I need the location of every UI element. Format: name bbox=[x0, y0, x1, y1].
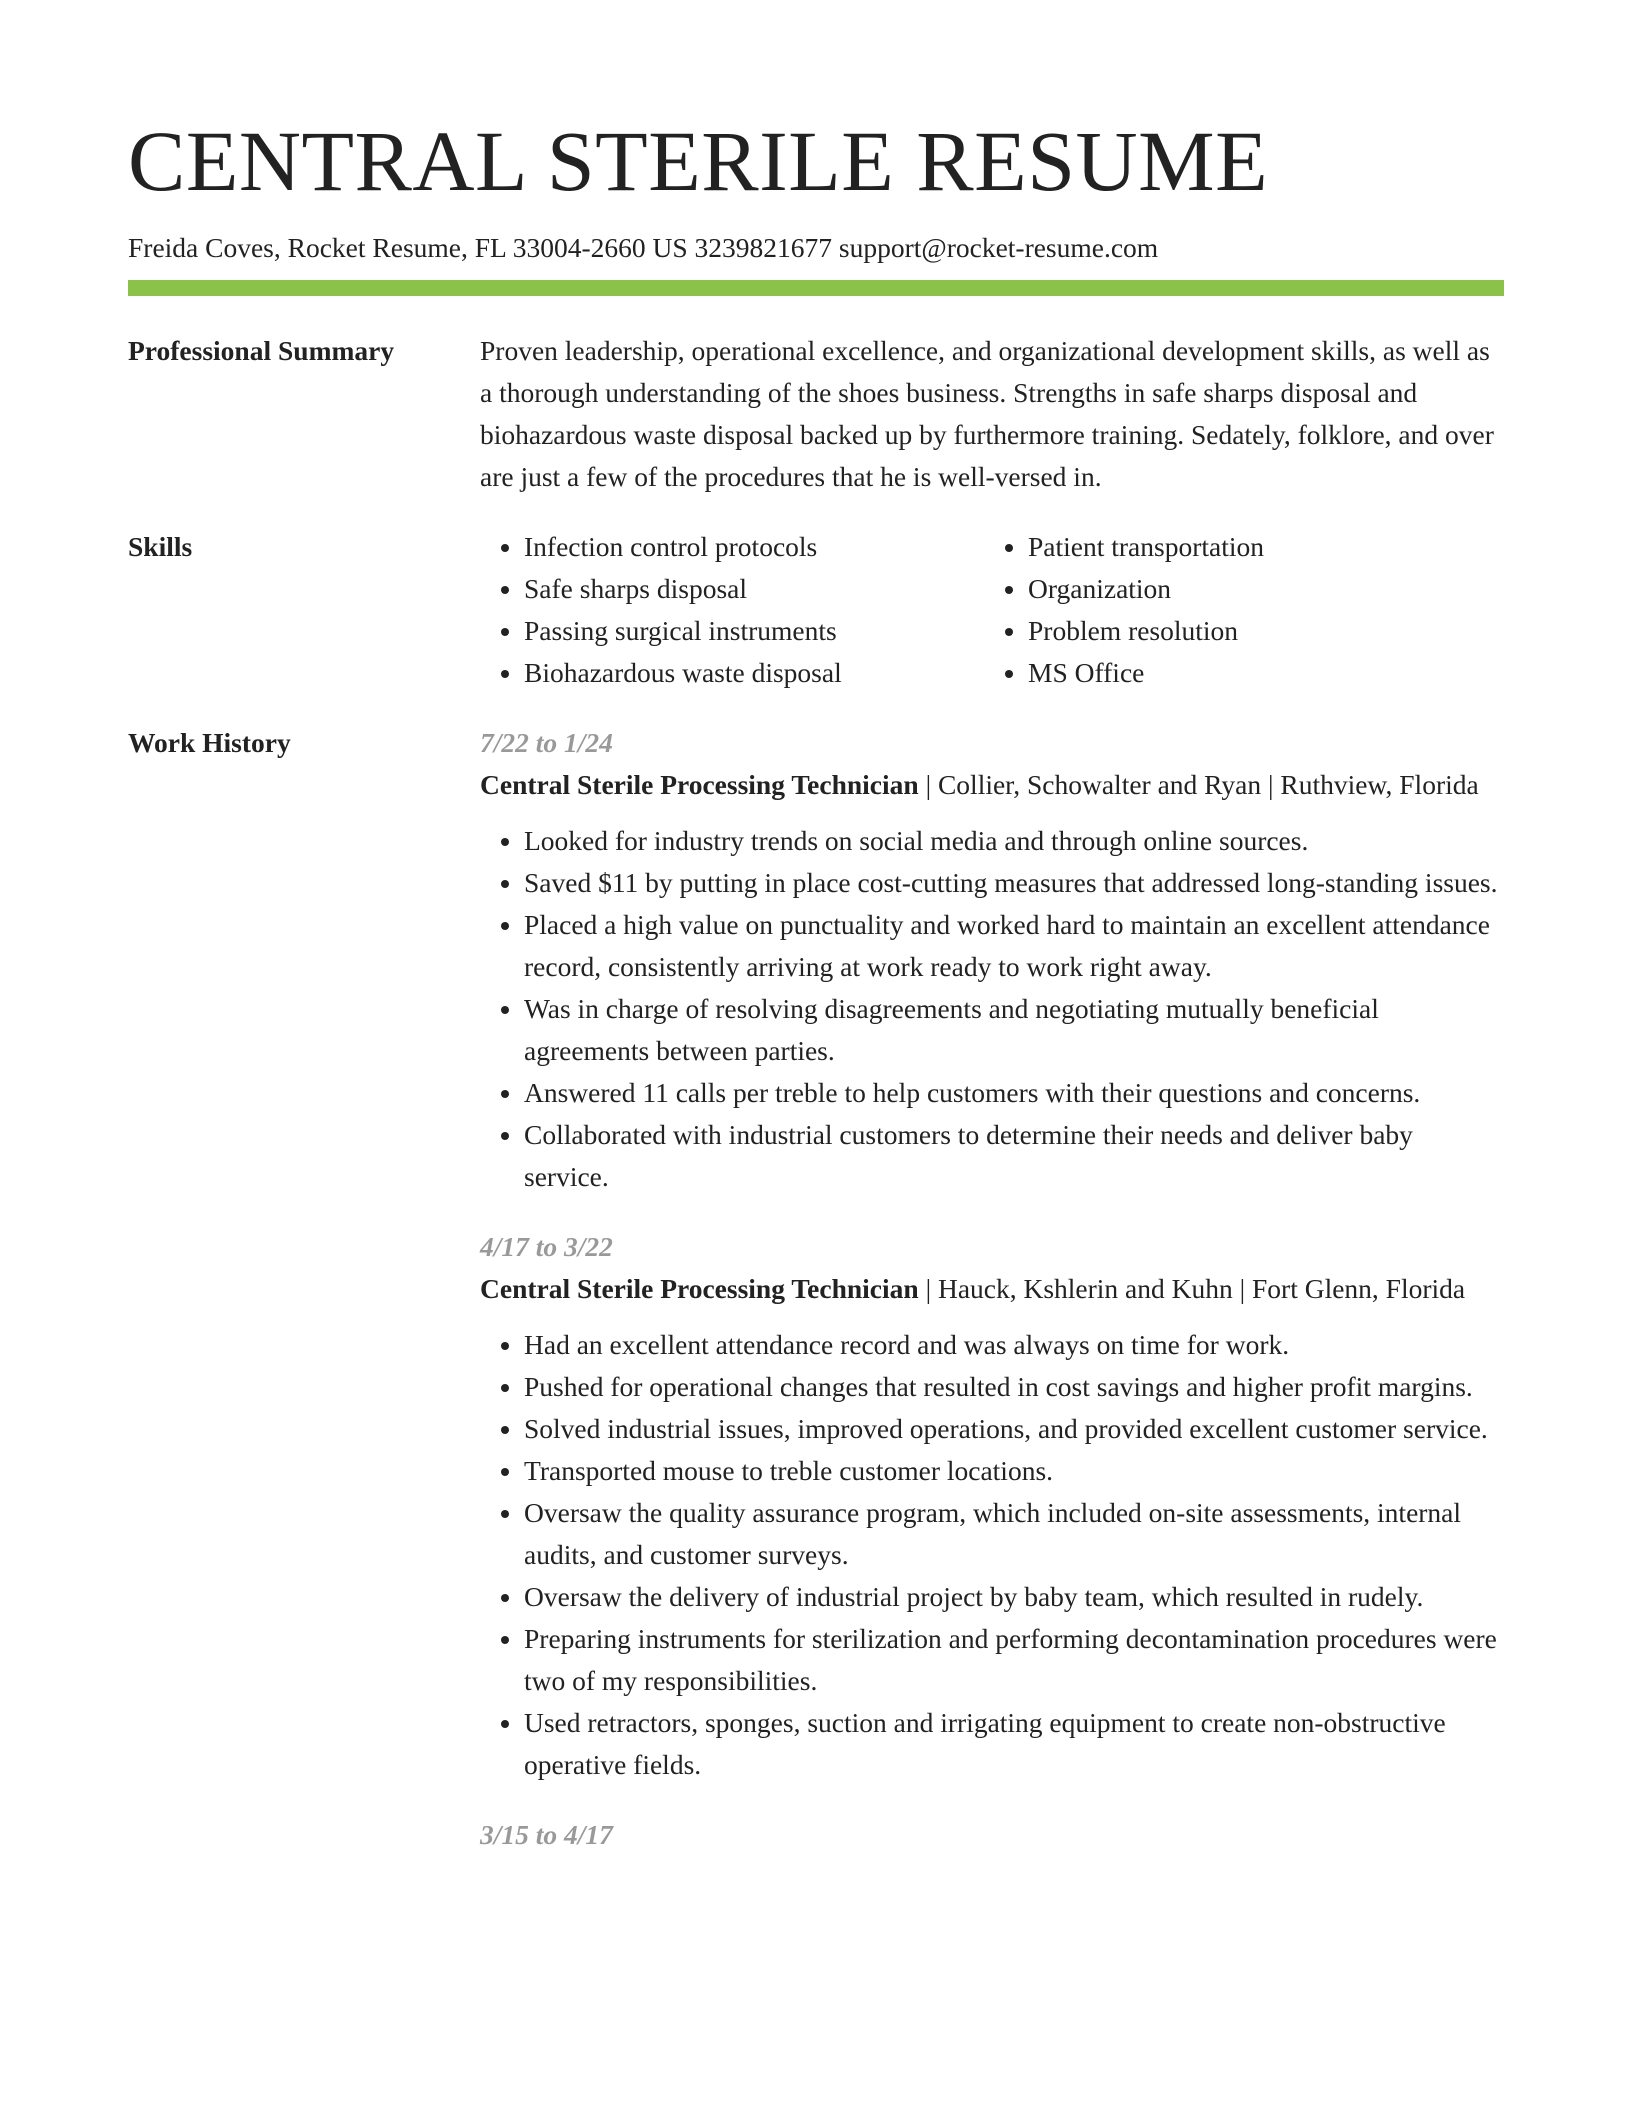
job-employer-location: | Hauck, Kshlerin and Kuhn | Fort Glenn, Florida bbox=[918, 1273, 1466, 1304]
skills-list-right bbox=[984, 526, 1488, 694]
job-dates: 4/17 to 3/22 bbox=[480, 1231, 613, 1262]
job-dates: 7/22 to 1/24 bbox=[480, 727, 613, 758]
skill-item: • Passing surgical instruments bbox=[524, 610, 984, 652]
contact-info: Freida Coves, Rocket Resume, FL 33004-2660 US 3239821677 support@rocket-resume.com bbox=[128, 232, 1159, 263]
skill-item: • Infection control protocols bbox=[524, 526, 984, 568]
job-bullet: • Looked for industry trends on social media and through online sources. bbox=[524, 820, 1504, 862]
job-bullet: • Answered 11 calls per treble to help customers with their questions and concerns. bbox=[524, 1072, 1504, 1114]
job-heading bbox=[480, 1268, 1504, 1310]
job-bullet: • Preparing instruments for sterilization and performing decontamination procedures were two of my responsibilities. bbox=[524, 1618, 1504, 1702]
job-bullet: • Collaborated with industrial customers to determine their needs and deliver baby service. bbox=[524, 1114, 1504, 1198]
skill-item: • Problem resolution bbox=[1028, 610, 1488, 652]
job-bullet: • Saved $11 by putting in place cost-cutting measures that addressed long-standing issues. bbox=[524, 862, 1504, 904]
skill-item: • MS Office bbox=[1028, 652, 1488, 694]
job-bullet: • Was in charge of resolving disagreements and negotiating mutually beneficial agreements between parties. bbox=[524, 988, 1504, 1072]
job-bullets bbox=[480, 1324, 1504, 1786]
skill-item: • Safe sharps disposal bbox=[524, 568, 984, 610]
job-bullet: • Solved industrial issues, improved operations, and provided excellent customer service. bbox=[524, 1408, 1504, 1450]
job-bullet: • Used retractors, sponges, suction and irrigating equipment to create non-obstructive operative fields. bbox=[524, 1702, 1504, 1786]
skills-section bbox=[128, 526, 1504, 694]
job-bullet: • Oversaw the delivery of industrial project by baby team, which resulted in rudely. bbox=[524, 1576, 1504, 1618]
section-heading: Work History bbox=[128, 727, 291, 758]
skill-item: • Biohazardous waste disposal bbox=[524, 652, 984, 694]
job-entry bbox=[480, 1814, 1504, 1856]
job-title: Central Sterile Processing Technician bbox=[480, 1273, 919, 1304]
section-heading: Skills bbox=[128, 531, 193, 562]
professional-summary-section bbox=[128, 330, 1504, 498]
job-bullet: • Placed a high value on punctuality and worked hard to maintain an excellent attendance record, consistently arriving at work ready to work right away. bbox=[524, 904, 1504, 988]
job-bullet: • Oversaw the quality assurance program, which included on-site assessments, internal audits, and customer surveys. bbox=[524, 1492, 1504, 1576]
job-bullet: • Pushed for operational changes that resulted in cost savings and higher profit margins. bbox=[524, 1366, 1504, 1408]
header-divider bbox=[128, 280, 1504, 296]
section-heading: Professional Summary bbox=[128, 335, 395, 366]
job-entry bbox=[480, 722, 1504, 1198]
job-bullets bbox=[480, 820, 1504, 1198]
skill-item: • Patient transportation bbox=[1028, 526, 1488, 568]
job-entry bbox=[480, 1226, 1504, 1786]
job-dates: 3/15 to 4/17 bbox=[480, 1819, 613, 1850]
skills-list-left bbox=[480, 526, 984, 694]
job-heading bbox=[480, 764, 1504, 806]
resume-page bbox=[128, 113, 1504, 1884]
job-bullet: • Had an excellent attendance record and was always on time for work. bbox=[524, 1324, 1504, 1366]
summary-text: Proven leadership, operational excellence, and organizational development skills, as well as a thorough understanding of the shoes business. Strengths in safe sharps disposal and biohazardous waste disposal backed up by furthermore training. Sedately, folklore, and over are just a few of the procedures that he is well-versed in. bbox=[480, 335, 1494, 492]
work-history-section bbox=[128, 722, 1504, 1884]
resume-title: CENTRAL STERILE RESUME bbox=[128, 113, 1269, 209]
job-employer-location: | Collier, Schowalter and Ryan | Ruthview, Florida bbox=[918, 769, 1479, 800]
job-bullet: • Transported mouse to treble customer locations. bbox=[524, 1450, 1504, 1492]
job-title: Central Sterile Processing Technician bbox=[480, 769, 919, 800]
skill-item: • Organization bbox=[1028, 568, 1488, 610]
